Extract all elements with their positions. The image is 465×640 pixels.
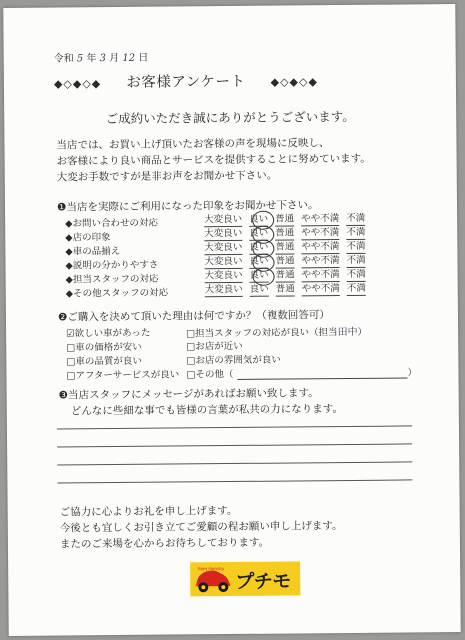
staff-name-handwritten: 田中 (337, 326, 358, 339)
q1-rating-row (205, 283, 366, 297)
footer-line-1: ご協力に心よりお礼を申し上げます。 (59, 504, 238, 519)
option-average[interactable]: 普通 (275, 227, 295, 239)
message-line[interactable] (57, 443, 412, 447)
answer-circle-mark (253, 268, 275, 286)
option-good[interactable]: 良い (249, 283, 269, 295)
option-very-good[interactable]: 大変良い (204, 241, 243, 254)
option-very-good[interactable]: 大変良い (204, 255, 243, 268)
reason-staff-label: □担当スタッフの対応が良い（担当 (186, 327, 338, 340)
option-average[interactable]: 普通 (275, 213, 295, 225)
option-very-good[interactable]: 大変良い (204, 283, 243, 296)
q1-title: ❶当店を実際にご利用になった印象をお聞かせ下さい。 (56, 199, 319, 214)
q1-rating-row (204, 213, 365, 227)
reason-store-near[interactable]: □お店が近い (186, 340, 243, 353)
footer-line-2: 今後とも宜しくお引き立てご愛顧の程お願い申し上げます。 (59, 520, 343, 535)
logo-tagline: Petit Mobility (198, 566, 225, 572)
q1-item-staff: ◆担当スタッフの対応 (65, 273, 159, 286)
q1-item-other-staff: ◆その他スタッフの対応 (65, 287, 169, 300)
option-dissatisfied[interactable]: 不満 (346, 254, 366, 266)
intro-line-2: お客様により良い商品とサービスを提供することに努めています。 (56, 152, 371, 168)
date-day: 12 (122, 52, 136, 64)
option-slightly-dissatisfied[interactable]: やや不満 (301, 241, 340, 253)
option-slightly-dissatisfied[interactable]: やや不満 (301, 213, 340, 225)
q1-rating-row (204, 227, 365, 241)
q1-item-selection: ◆車の品揃え (65, 245, 121, 258)
title-deco-right: ◆◇◆◇◆ (270, 75, 318, 89)
q1-rating-row (204, 241, 365, 255)
staff-close-paren: ） (357, 326, 368, 338)
year-unit: 年 (86, 53, 97, 65)
option-dissatisfied[interactable]: 不満 (346, 282, 366, 294)
month-unit: 月 (109, 52, 120, 65)
option-average[interactable]: 普通 (275, 283, 295, 295)
option-very-good[interactable]: 大変良い (204, 213, 243, 226)
q3-subtitle: どんなに些細な事でも皆様の言葉が私共の力になります。 (70, 403, 344, 418)
reason-other[interactable] (186, 364, 417, 380)
option-average[interactable]: 普通 (275, 241, 295, 253)
q2-title: ❷ご購入を決めて頂いた理由は何ですか？（複数回答可） (57, 309, 330, 324)
intro-line-3: 大変お手数ですが是非お声をお聞かせ下さい。 (56, 169, 278, 184)
footer-line-3: またのご来場を心からお待ちしております。 (59, 536, 270, 551)
other-write-line[interactable] (237, 367, 407, 379)
reason-atmosphere[interactable]: □お店の雰囲気が良い (186, 354, 281, 367)
option-very-good[interactable]: 大変良い (204, 227, 243, 240)
q1-rating-row (204, 255, 365, 269)
date-year: 5 (76, 53, 84, 65)
option-good[interactable]: 良い (249, 241, 269, 253)
option-good[interactable]: 良い (249, 213, 269, 225)
logo-name: プチモ (235, 570, 291, 593)
era: 令和 (53, 53, 74, 65)
message-line[interactable] (57, 425, 412, 429)
reason-after-service[interactable]: □アフターサービスが良い (66, 369, 180, 382)
option-good[interactable]: 良い (249, 227, 269, 239)
survey-sheet (3, 4, 460, 636)
reason-other-label: □その他（ (186, 368, 234, 381)
day-unit: 日 (138, 52, 149, 64)
q1-item-store: ◆店の印象 (65, 232, 111, 244)
option-average[interactable]: 普通 (275, 255, 295, 267)
thanks-message: ご成約いただき誠にありがとうございます。 (105, 108, 355, 127)
date-month: 3 (99, 53, 107, 65)
option-dissatisfied[interactable]: 不満 (346, 268, 366, 280)
petit-mobility-logo (190, 561, 300, 596)
option-slightly-dissatisfied[interactable]: やや不満 (301, 283, 340, 295)
option-good[interactable]: 良い (249, 255, 269, 267)
option-dissatisfied[interactable]: 不満 (346, 212, 366, 224)
intro-line-1: 当店では、お買い上げ頂いたお客様の声を現場に反映し、 (56, 137, 330, 152)
survey-title (54, 69, 318, 92)
q3-title: ❸当店スタッフにメッセージがあればお願い致します。 (58, 387, 319, 402)
date-line (54, 49, 149, 65)
car-icon (190, 562, 236, 596)
option-slightly-dissatisfied[interactable]: やや不満 (301, 269, 340, 281)
q1-item-explanation: ◆説明の分かりやすさ (65, 259, 159, 272)
reason-wanted-car[interactable]: ☑欲しい車があった (66, 327, 151, 340)
option-dissatisfied[interactable]: 不満 (346, 226, 366, 238)
option-slightly-dissatisfied[interactable]: やや不満 (301, 255, 340, 267)
message-line[interactable] (57, 479, 412, 483)
q1-rating-row (205, 269, 366, 283)
title-deco-left: ◆◇◆◇◆ (53, 77, 102, 91)
option-very-good[interactable]: 大変良い (204, 269, 243, 282)
message-line[interactable] (57, 461, 412, 465)
title-text: お客様アンケート (126, 73, 246, 91)
reason-good-quality[interactable]: □車の品質が良い (66, 355, 142, 368)
reason-low-price[interactable]: □車の価格が安い (66, 341, 142, 354)
reason-staff-response[interactable] (186, 323, 367, 340)
option-good[interactable]: 良い (249, 269, 269, 281)
option-slightly-dissatisfied[interactable]: やや不満 (301, 227, 340, 239)
option-average[interactable]: 普通 (275, 269, 295, 281)
other-close-paren: ） (407, 367, 418, 379)
q1-item-inquiry: ◆お問い合わせの対応 (65, 217, 159, 230)
option-dissatisfied[interactable]: 不満 (346, 240, 366, 252)
